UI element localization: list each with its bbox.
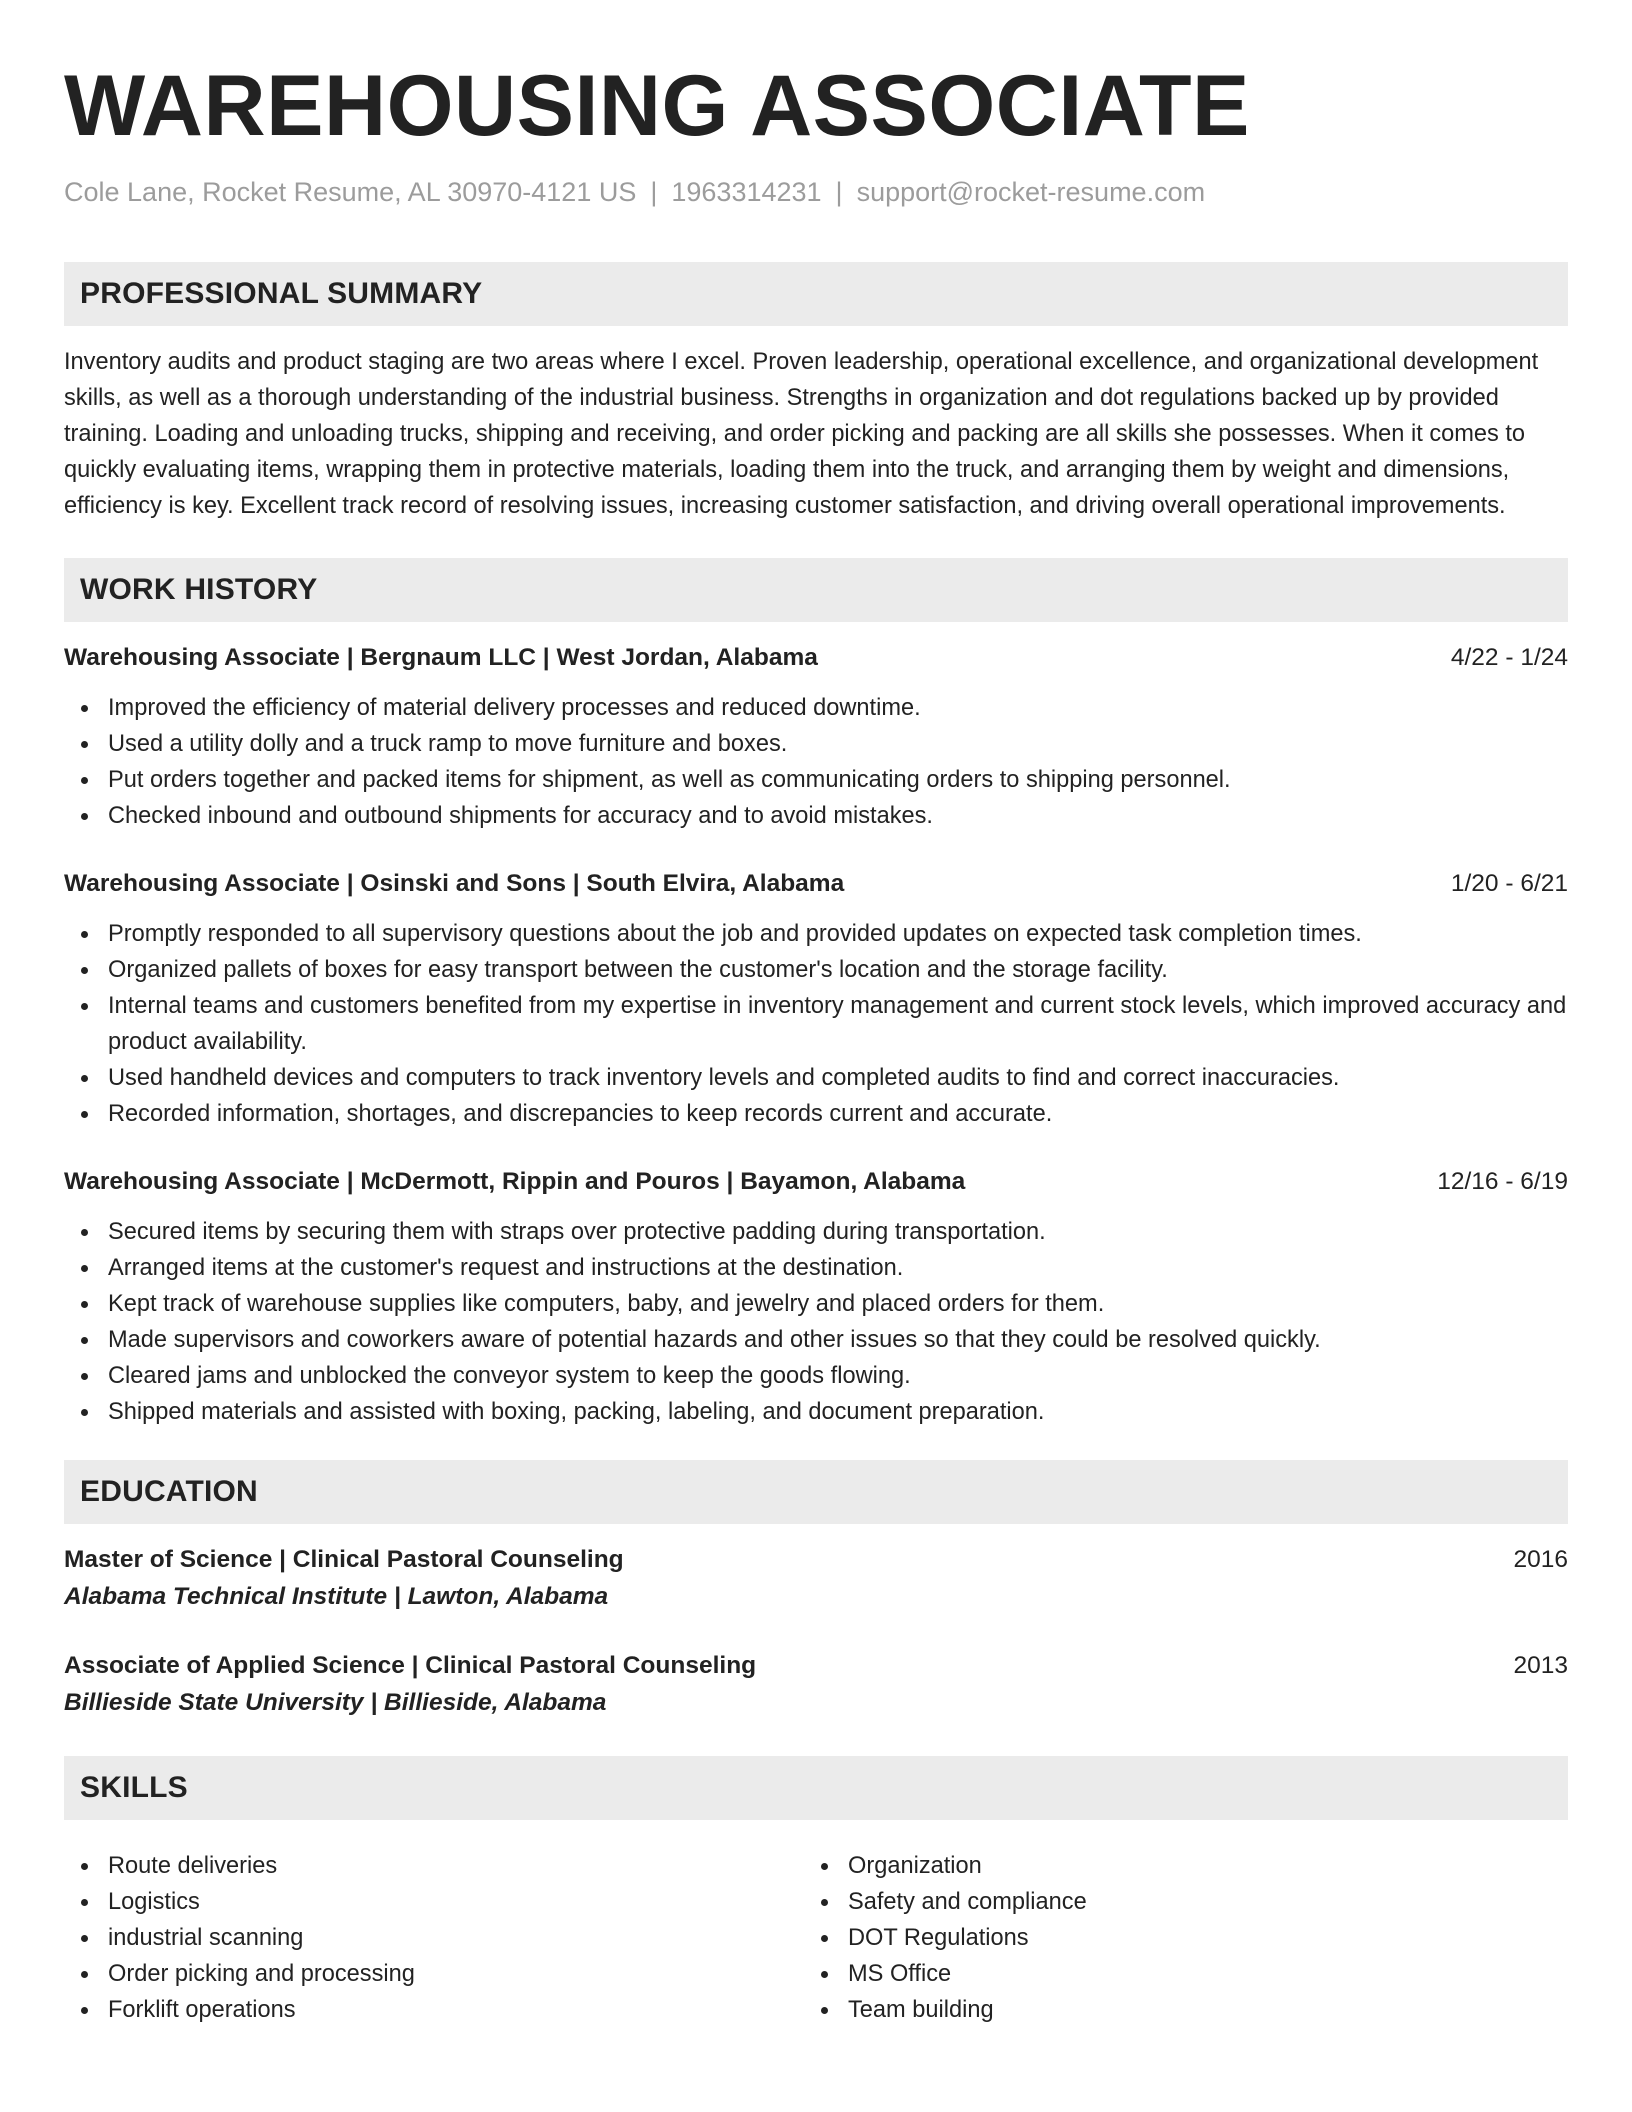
education-header	[64, 1648, 1568, 1684]
skill-item: Logistics	[64, 1884, 804, 1920]
skill-item: Organization	[804, 1848, 1544, 1884]
job-header	[64, 866, 1568, 902]
job-bullet: Kept track of warehouse supplies like computers, baby, and jewelry and placed orders for them.	[64, 1286, 1568, 1322]
job-bullet: Checked inbound and outbound shipments for accuracy and to avoid mistakes.	[64, 798, 1568, 834]
contact-phone: 1963314231	[671, 177, 822, 207]
education-entry	[64, 1648, 1568, 1722]
job-bullets	[64, 1214, 1568, 1430]
school-name: Alabama Technical Institute | Lawton, Alabama	[64, 1583, 609, 1610]
school-name: Billieside State University | Billieside, Alabama	[64, 1689, 607, 1716]
job-bullet: Cleared jams and unblocked the conveyor system to keep the goods flowing.	[64, 1358, 1568, 1394]
skills-list	[64, 1834, 1568, 2028]
job-bullet: Recorded information, shortages, and discrepancies to keep records current and accurate.	[64, 1096, 1568, 1132]
resume-title: WAREHOUSING ASSOCIATE	[64, 58, 1250, 154]
degree-title: Associate of Applied Science | Clinical Pastoral Counseling	[64, 1652, 757, 1679]
job-bullet: Shipped materials and assisted with boxing, packing, labeling, and document preparation.	[64, 1394, 1568, 1430]
job-bullet: Made supervisors and coworkers aware of potential hazards and other issues so that they could be resolved quickly.	[64, 1322, 1568, 1358]
job-bullet: Arranged items at the customer's request and instructions at the destination.	[64, 1250, 1568, 1286]
job-dates: 12/16 - 6/19	[1437, 1168, 1568, 1195]
job-entry	[64, 866, 1568, 1132]
job-bullet: Organized pallets of boxes for easy transport between the customer's location and the storage facility.	[64, 952, 1568, 988]
skill-item: DOT Regulations	[804, 1920, 1544, 1956]
contact-address: Cole Lane, Rocket Resume, AL 30970-4121 US	[64, 177, 637, 207]
education-header	[64, 1542, 1568, 1578]
job-bullet: Used handheld devices and computers to track inventory levels and completed audits to find and correct inaccuracies.	[64, 1060, 1568, 1096]
contact-separator: |	[650, 177, 658, 207]
contact-email: support@rocket-resume.com	[856, 177, 1206, 207]
degree-year: 2013	[1513, 1652, 1568, 1679]
job-title: Warehousing Associate | Bergnaum LLC | West Jordan, Alabama	[64, 644, 818, 671]
job-header	[64, 640, 1568, 676]
job-entry	[64, 640, 1568, 834]
degree-year: 2016	[1513, 1546, 1568, 1573]
contact-line	[64, 174, 1568, 210]
job-bullets	[64, 690, 1568, 834]
skills-column-left	[64, 1848, 804, 2028]
summary-heading: PROFESSIONAL SUMMARY	[64, 262, 1568, 326]
education-heading: EDUCATION	[64, 1460, 1568, 1524]
skill-item: Team building	[804, 1992, 1544, 2028]
education-entry	[64, 1542, 1568, 1616]
skill-item: Safety and compliance	[804, 1884, 1544, 1920]
skill-item: MS Office	[804, 1956, 1544, 1992]
job-dates: 4/22 - 1/24	[1450, 644, 1568, 671]
job-bullet: Improved the efficiency of material delivery processes and reduced downtime.	[64, 690, 1568, 726]
job-header	[64, 1164, 1568, 1200]
skill-item: Route deliveries	[64, 1848, 804, 1884]
contact-separator: |	[835, 177, 843, 207]
summary-text: Inventory audits and product staging are two areas where I excel. Proven leadership, operational excellence, and organizational development skills, as well as a thorough understanding of the industrial business. Strengths in organization and dot regulations backed up by provided training. Loading and unloading trucks, shipping and receiving, and order picking and packing are all skills she possesses. When it comes to quickly evaluating items, wrapping them in protective materials, loading them into the truck, and arranging them by weight and dimensions, efficiency is key. Excellent track record of resolving issues, increasing customer satisfaction, and driving overall operational improvements.	[64, 349, 1539, 519]
job-bullet: Put orders together and packed items for shipment, as well as communicating orders to shipping personnel.	[64, 762, 1568, 798]
work-history-heading: WORK HISTORY	[64, 558, 1568, 622]
skills-heading: SKILLS	[64, 1756, 1568, 1820]
skills-column-right	[804, 1848, 1544, 2028]
job-bullet: Used a utility dolly and a truck ramp to move furniture and boxes.	[64, 726, 1568, 762]
skill-item: industrial scanning	[64, 1920, 804, 1956]
job-bullet: Secured items by securing them with straps over protective padding during transportation.	[64, 1214, 1568, 1250]
job-title: Warehousing Associate | Osinski and Sons | South Elvira, Alabama	[64, 870, 845, 897]
job-bullet: Internal teams and customers benefited from my expertise in inventory management and current stock levels, which improved accuracy and product availability.	[64, 988, 1568, 1060]
job-dates: 1/20 - 6/21	[1450, 870, 1568, 897]
job-bullets	[64, 916, 1568, 1132]
job-bullet: Promptly responded to all supervisory questions about the job and provided updates on expected task completion times.	[64, 916, 1568, 952]
degree-title: Master of Science | Clinical Pastoral Counseling	[64, 1546, 624, 1573]
skill-item: Forklift operations	[64, 1992, 804, 2028]
job-title: Warehousing Associate | McDermott, Rippin and Pouros | Bayamon, Alabama	[64, 1168, 966, 1195]
skill-item: Order picking and processing	[64, 1956, 804, 1992]
job-entry	[64, 1164, 1568, 1430]
